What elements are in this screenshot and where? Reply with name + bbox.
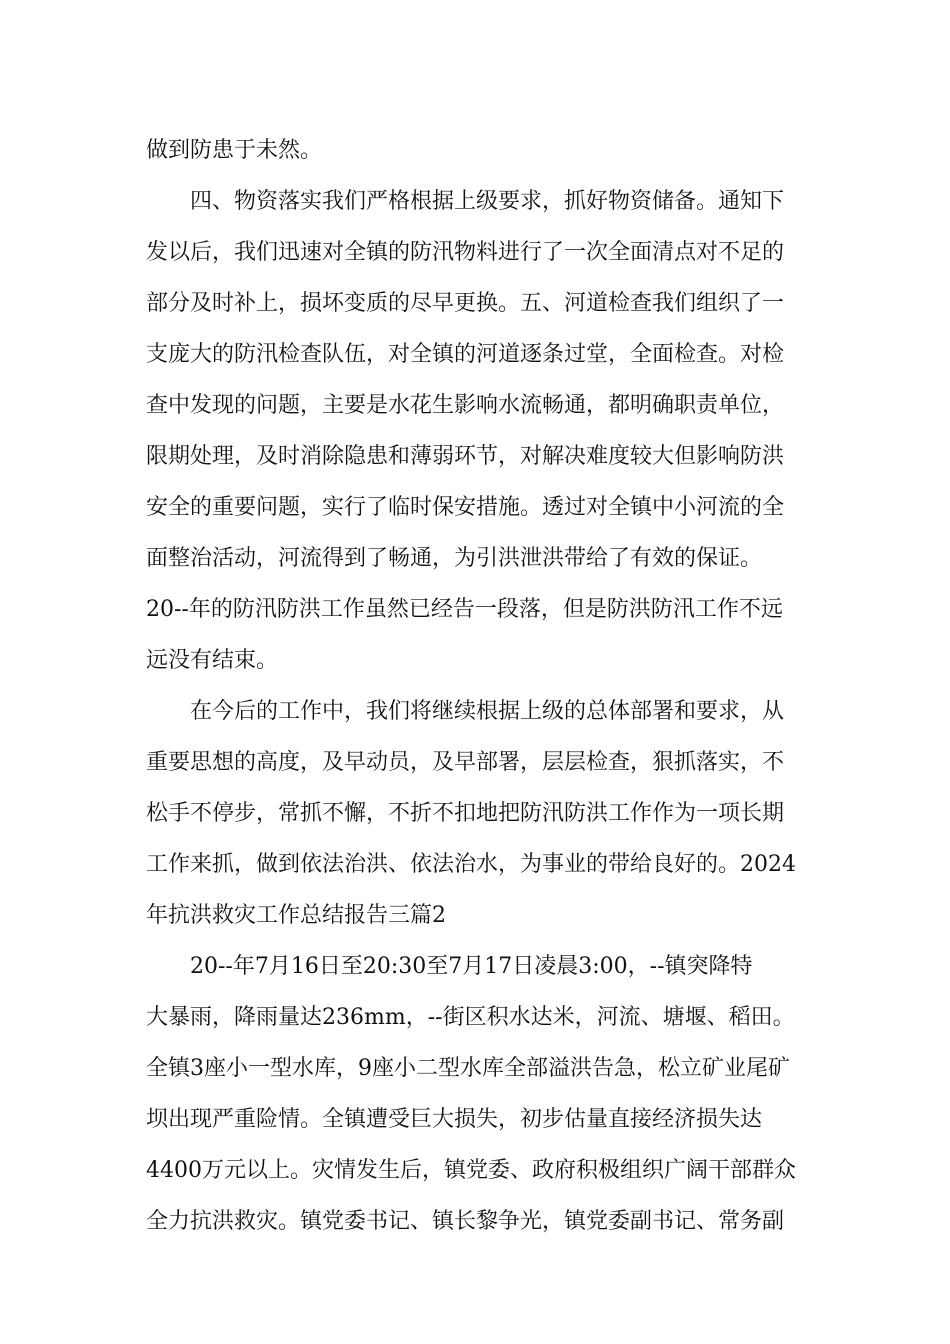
text-line: 20--年7月16日至20:30至7月17日凌晨3:00，--镇突降特 <box>190 954 753 979</box>
text-line: 年抗洪救灾工作总结报告三篇2 <box>146 903 446 928</box>
text-line: 安全的重要问题，实行了临时保安措施。透过对全镇中小河流的全 <box>146 495 785 520</box>
text-line: 4400万元以上。灾情发生后，镇党委、政府积极组织广阔干部群众 <box>146 1158 796 1183</box>
text-line: 查中发现的问题，主要是水花生影响水流畅通，都明确职责单位， <box>146 393 785 418</box>
text-line: 面整治活动，河流得到了畅通，为引洪泄洪带给了有效的保证。 <box>146 546 763 571</box>
text-line: 松手不停步，常抓不懈，不折不扣地把防汛防洪工作作为一项长期 <box>146 801 785 826</box>
text-line: 全力抗洪救灾。镇党委书记、镇长黎争光，镇党委副书记、常务副 <box>146 1209 785 1234</box>
text-line: 四、物资落实我们严格根据上级要求，抓好物资储备。通知下 <box>190 189 785 214</box>
text-line: 限期处理，及时消除隐患和薄弱环节，对解决难度较大但影响防洪 <box>146 444 785 469</box>
text-line: 发以后，我们迅速对全镇的防汛物料进行了一次全面清点对不足的 <box>146 240 785 265</box>
text-line: 全镇3座小一型水库，9座小二型水库全部溢洪告急，松立矿业尾矿 <box>146 1056 790 1081</box>
text-line: 坝出现严重险情。全镇遭受巨大损失，初步估量直接经济损失达 <box>146 1107 763 1132</box>
text-line: 做到防患于未然。 <box>146 138 323 163</box>
text-line: 部分及时补上，损坏变质的尽早更换。五、河道检查我们组织了一 <box>146 291 785 316</box>
text-line: 重要思想的高度，及早动员，及早部署，层层检查，狠抓落实，不 <box>146 750 785 775</box>
text-line: 20--年的防汛防洪工作虽然已经告一段落，但是防洪防汛工作不远 <box>146 597 783 622</box>
text-line: 工作来抓，做到依法治洪、依法治水，为事业的带给良好的。2024 <box>146 852 796 877</box>
text-line: 大暴雨，降雨量达236mm，--街区积水达米，河流、塘堰、稻田。 <box>146 1005 795 1030</box>
text-line: 支庞大的防汛检查队伍，对全镇的河道逐条过堂，全面检查。对检 <box>146 342 785 367</box>
text-line: 在今后的工作中，我们将继续根据上级的总体部署和要求，从 <box>190 699 785 724</box>
text-line: 远没有结束。 <box>146 648 279 673</box>
